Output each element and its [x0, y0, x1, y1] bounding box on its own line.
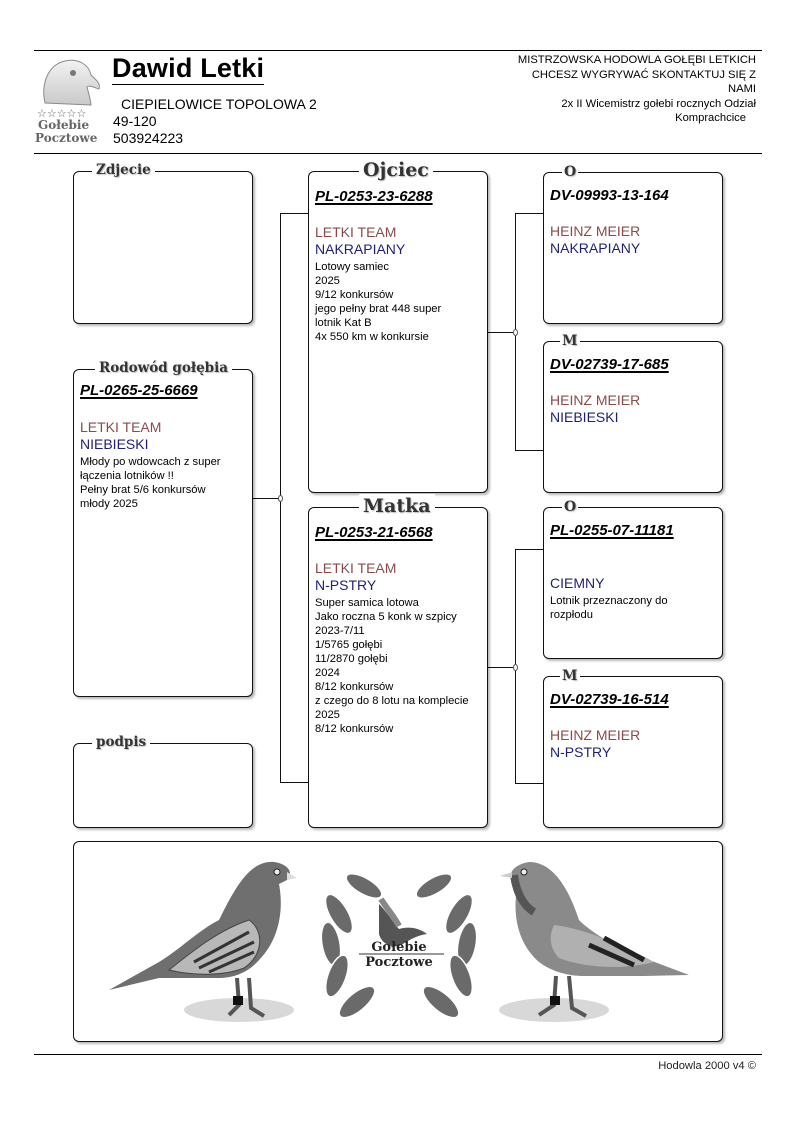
breeder-phone: 503924223 [113, 130, 184, 146]
paternal-grandmother-ring: DV-02739-17-685 [550, 356, 669, 373]
note-line: Młody po wdowcach z super [80, 456, 221, 468]
banner-logo-text-2: Pocztowe [365, 955, 433, 970]
logo-text-line-1: Gołebie [38, 118, 90, 132]
mother-color: N-PSTRY [315, 577, 377, 593]
breeder-address: CIEPIELOWICE TOPOLOWA 2 [121, 96, 317, 112]
note-line: rozpłodu [550, 609, 593, 621]
father-ring-number: PL-0253-23-6288 [315, 188, 433, 205]
note-line: 2023-7/11 [315, 625, 365, 637]
paternal-grandfather-title: O [564, 164, 577, 180]
connector-mother-h [280, 782, 310, 783]
note-line: 1/5765 gołębi [315, 639, 383, 651]
mother-owner: LETKI TEAM [315, 560, 397, 576]
maternal-grandmother-owner: HEINZ MEIER [550, 727, 641, 743]
paternal-grandfather-color: NAKRAPIANY [550, 240, 641, 256]
note-line: Pełny brat 5/6 konkursów [80, 484, 206, 496]
note-line: Lotnik przeznaczony do [550, 595, 668, 607]
connector-knot [513, 329, 518, 336]
slogan-line: CHCESZ WYGRYWAĆ SKONTAKTUJ SIĘ Z [531, 68, 756, 81]
paternal-grandmother-box [543, 333, 723, 493]
subject-owner: LETKI TEAM [80, 419, 162, 435]
subject-box-title: Rodowód gołębia [95, 359, 232, 377]
father-box [308, 159, 488, 493]
footer-rule [34, 1054, 762, 1055]
father-notes [315, 260, 483, 344]
header-top-rule [34, 50, 762, 51]
maternal-grandmother-color: N-PSTRY [550, 744, 612, 760]
mother-ring-number: PL-0253-21-6568 [315, 524, 433, 541]
pigeon-left-image [99, 850, 299, 1030]
slogan-line: NAMI [728, 83, 756, 95]
connector-father-h [280, 213, 310, 214]
photo-box[interactable] [73, 162, 253, 324]
slogan-line: Komprachcice [675, 112, 746, 124]
connector-subject-h [252, 498, 280, 499]
maternal-grandfather-box [543, 499, 723, 659]
connector-knot [278, 495, 283, 502]
svg-text:☆☆☆☆☆: ☆☆☆☆☆ [37, 107, 87, 120]
header-bottom-rule [34, 153, 762, 154]
slogan-line: 2x II Wicemistrz gołebi rocznych Odział [561, 97, 756, 110]
subject-color: NIEBIESKI [80, 436, 149, 452]
maternal-grandmother-ring: DV-02739-16-514 [550, 691, 669, 708]
maternal-grandfather-owner [550, 558, 718, 575]
paternal-grandmother-owner: HEINZ MEIER [550, 392, 641, 408]
signature-box[interactable] [73, 734, 253, 828]
connector-mm-h [515, 783, 545, 784]
note-line: 2024 [315, 667, 340, 679]
footer-copyright: Hodowla 2000 v4 © [658, 1060, 756, 1072]
maternal-grandmother-box [543, 668, 723, 828]
signature-box-title: podpis [92, 733, 150, 751]
mother-box [308, 495, 488, 828]
note-line: 2025 [315, 275, 340, 287]
note-line: młody 2025 [80, 498, 138, 510]
paternal-grandfather-ring: DV-09993-13-164 [550, 187, 669, 204]
photo-box-title: Zdjecie [92, 161, 155, 179]
connector-fm-h [515, 450, 545, 451]
mother-notes [315, 596, 483, 736]
father-box-title: Ojciec [359, 158, 433, 182]
connector-knot [513, 664, 518, 671]
golebie-pocztowe-logo [35, 55, 105, 147]
breeder-name: Dawid Letki [112, 53, 265, 83]
note-line: jego pełny brat 448 super [315, 303, 442, 315]
maternal-grandmother-title: M [562, 668, 578, 684]
note-line: Jako roczna 5 konk w szpicy [315, 611, 457, 623]
note-line: 8/12 konkursów [315, 681, 394, 693]
paternal-grandfather-owner: HEINZ MEIER [550, 223, 641, 239]
pigeon-right-image [494, 850, 694, 1030]
note-line: Super samica lotowa [315, 597, 419, 609]
note-line: lotnik Kat B [315, 317, 372, 329]
note-line: 9/12 konkursów [315, 289, 394, 301]
subject-pigeon-box [73, 360, 253, 697]
note-line: 8/12 konkursów [315, 723, 394, 735]
paternal-grandfather-box [543, 164, 723, 324]
connector-father-out-h [487, 332, 515, 333]
connector-mf-h [515, 549, 545, 550]
logo-text-line-2: Pocztowe [35, 131, 98, 145]
note-line: 4x 550 km w konkursie [315, 331, 429, 343]
connector-ff-h [515, 213, 545, 214]
subject-ring-number: PL-0265-25-6669 [80, 382, 198, 399]
note-line: 2025 [315, 709, 340, 721]
banner-box [73, 841, 723, 1042]
slogan-line: MISTRZOWSKA HODOWLA GOŁĘBI LETKICH [517, 54, 756, 66]
father-owner: LETKI TEAM [315, 224, 397, 240]
connector-mother-out-h [487, 667, 515, 668]
maternal-grandfather-ring: PL-0255-07-11181 [550, 522, 674, 539]
maternal-grandfather-notes [550, 594, 718, 622]
note-line: z czego do 8 lotu na komplecie [315, 695, 469, 707]
breeder-postal-code: 49-120 [113, 113, 157, 129]
note-line: łączenia lotników !! [80, 470, 174, 482]
paternal-grandmother-color: NIEBIESKI [550, 409, 619, 425]
maternal-grandfather-color: CIEMNY [550, 575, 605, 591]
note-line: 11/2870 gołębi [315, 653, 388, 665]
note-line: Lotowy samiec [315, 261, 389, 273]
mother-box-title: Matka [359, 494, 435, 518]
father-color: NAKRAPIANY [315, 241, 406, 257]
banner-logo-text-1: Gołebie [371, 940, 427, 955]
paternal-grandmother-title: M [562, 333, 578, 349]
breeder-slogan [476, 53, 756, 126]
subject-notes [80, 455, 248, 511]
maternal-grandfather-title: O [564, 499, 577, 515]
